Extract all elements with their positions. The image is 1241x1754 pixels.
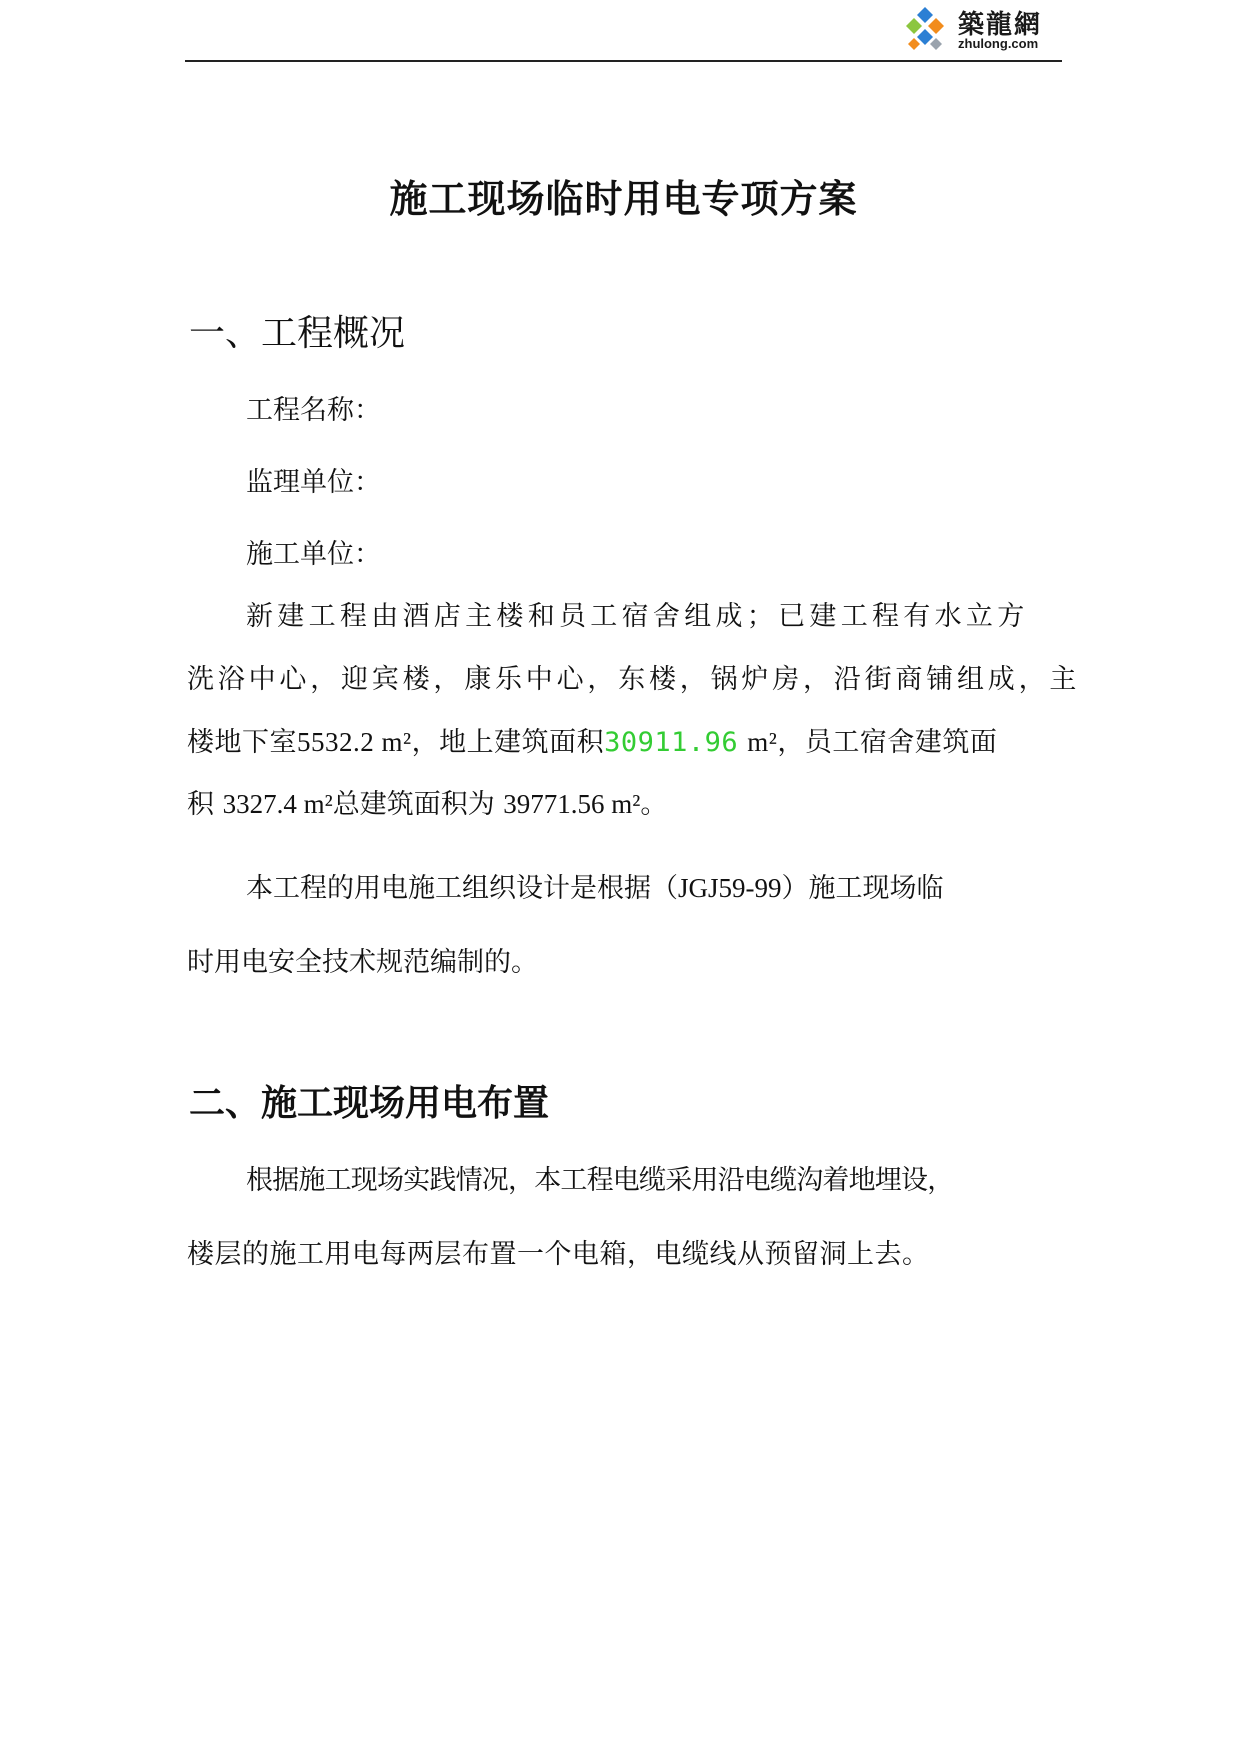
period: 。 <box>640 789 668 820</box>
above-ground-area-highlight: 30911.96 <box>604 727 739 758</box>
overview-line-2: 洗浴中心，迎宾楼，康乐中心，东楼，锅炉房，沿街商铺组成，主 <box>187 664 1081 695</box>
section1-heading: 一、工程概况 <box>189 313 406 354</box>
layout-line-1: 根据施工现场实践情况，本工程电缆采用沿电缆沟着地埋设， <box>246 1165 954 1196</box>
document-title: 施工现场临时用电专项方案 <box>389 176 858 221</box>
overview-line-4 <box>187 782 667 821</box>
basement-area: 5532.2 m² <box>297 727 412 757</box>
logo-diamond-icon <box>900 4 950 54</box>
above-ground-unit: m² <box>747 727 778 757</box>
standard-code: JGJ59-99 <box>678 873 782 903</box>
layout-line-2: 楼层的施工用电每两层布置一个电箱，电缆线从预留洞上去。 <box>187 1239 930 1270</box>
basis-line-2: 时用电安全技术规范编制的。 <box>187 947 538 978</box>
section2-heading: 二、施工现场用电布置 <box>189 1082 550 1124</box>
area-prefix: 积 <box>187 789 214 820</box>
logo-english-text: zhulong.com <box>958 36 1039 51</box>
field-construction-unit: 施工单位： <box>246 539 381 570</box>
total-area-label: 总建筑面积为 <box>332 789 495 820</box>
overview-line-3 <box>187 720 997 759</box>
overview-line-1: 新建工程由酒店主楼和员工宿舍组成；已建工程有水立方 <box>246 601 1029 632</box>
basis-line-1 <box>246 866 944 905</box>
field-project-name: 工程名称： <box>246 395 381 426</box>
dormitory-label: ，员工宿舍建筑面 <box>777 727 998 758</box>
header-rule <box>185 60 1062 62</box>
logo-chinese-text: 築龍網 <box>958 10 1043 40</box>
basis-suffix: ）施工现场临 <box>781 873 944 904</box>
above-ground-label: ，地上建筑面积 <box>411 727 605 758</box>
zhulong-logo <box>896 2 1066 56</box>
basis-prefix: 本工程的用电施工组织设计是根据（ <box>246 873 678 904</box>
basement-label: 楼地下室 <box>187 727 297 758</box>
field-supervision-unit: 监理单位： <box>246 467 381 498</box>
total-area: 39771.56 m² <box>503 789 641 819</box>
dormitory-area: 3327.4 m² <box>222 789 333 819</box>
